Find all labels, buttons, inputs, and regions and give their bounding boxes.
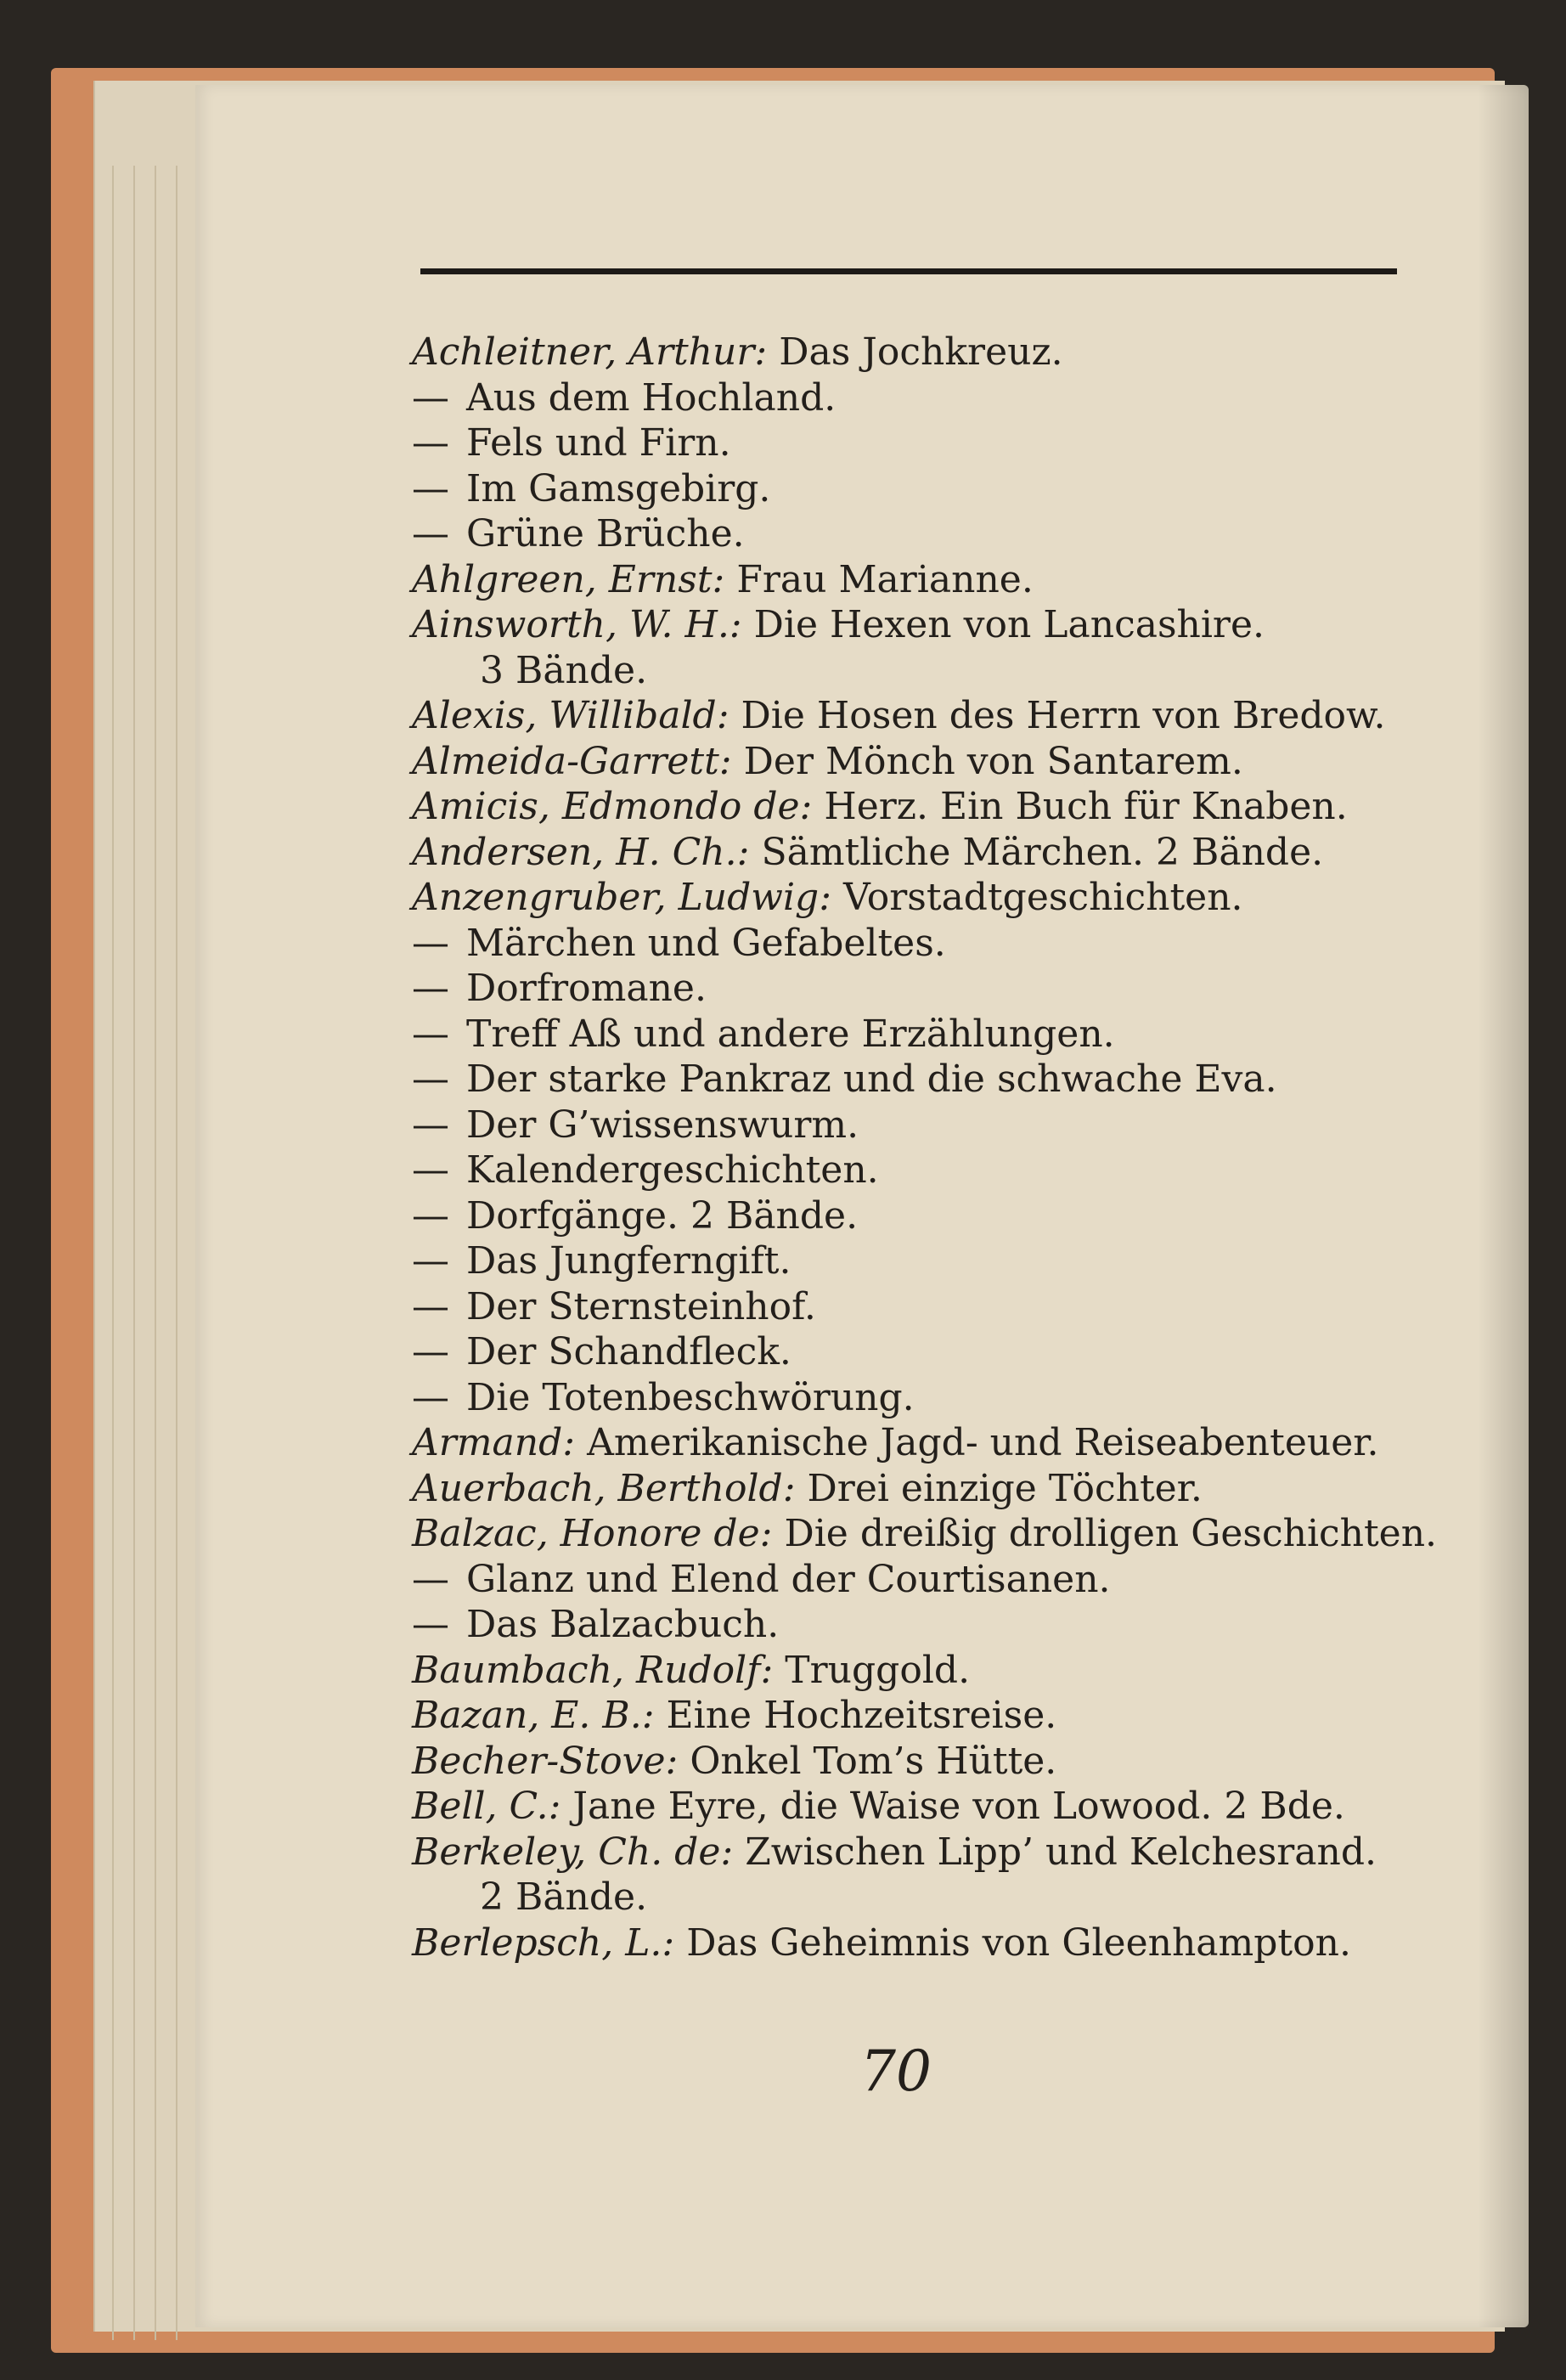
catalog-subentry [412, 1238, 1414, 1284]
catalog-entry [412, 739, 1414, 785]
entry-title: Frau Marianne. [736, 557, 1034, 601]
ditto-dash: — [412, 1557, 449, 1601]
ditto-dash: — [412, 1284, 449, 1328]
catalog-subentry [412, 1329, 1414, 1375]
catalog-subentry [412, 1103, 1414, 1148]
entry-title: Das Balzacbuch. [466, 1603, 780, 1646]
catalog-subentry [412, 420, 1414, 466]
entry-author: Baumbach, Rudolf: [412, 1648, 774, 1692]
entry-author: Bell, C.: [412, 1785, 561, 1828]
entry-author: Achleitner, Arthur: [412, 330, 768, 374]
entry-title: Der Mönch von Santarem. [743, 739, 1243, 783]
entry-title: Das Jochkreuz. [779, 330, 1063, 374]
ditto-dash: — [412, 1103, 449, 1147]
entry-title: Die dreißig drolligen Geschichten. [784, 1512, 1438, 1555]
catalog-subentry [412, 466, 1414, 512]
catalog-subentry [412, 1602, 1414, 1648]
catalog-subentry [412, 1148, 1414, 1193]
catalog-entry [412, 1648, 1414, 1694]
entry-title: Truggold. [785, 1648, 971, 1692]
entry-author: Auerbach, Berthold: [412, 1466, 796, 1510]
catalog-entry [412, 1784, 1414, 1830]
catalog-entry-list [412, 330, 1438, 1965]
entry-author: Balzac, Honore de: [412, 1512, 773, 1555]
catalog-entry [412, 1693, 1414, 1739]
catalog-subentry [412, 1284, 1414, 1330]
ditto-dash: — [412, 375, 449, 420]
page-number: 70 [860, 2039, 932, 2104]
ditto-dash: — [412, 1375, 449, 1419]
ditto-dash: — [412, 512, 449, 556]
entry-title: Die Totenbeschwörung. [466, 1375, 915, 1419]
catalog-entry [412, 1739, 1414, 1785]
entry-title: Der Schandfleck. [466, 1330, 791, 1373]
catalog-subentry [412, 375, 1414, 421]
catalog-entry-continuation [412, 648, 1414, 694]
entry-title: Vorstadtgeschichten. [843, 876, 1243, 919]
entry-title: Amerikanische Jagd- und Reiseabenteuer. [587, 1421, 1379, 1464]
spine-shadow [1478, 85, 1529, 2327]
entry-title: Zwischen Lipp’ und Kelchesrand. [745, 1830, 1377, 1874]
catalog-subentry [412, 511, 1414, 557]
entry-title: Eine Hochzeitsreise. [666, 1694, 1057, 1737]
ditto-dash: — [412, 1239, 449, 1283]
ditto-dash: — [412, 921, 449, 965]
entry-title: Dorfgänge. 2 Bände. [466, 1193, 859, 1238]
entry-title: Fels und Firn. [466, 421, 731, 465]
ditto-dash: — [412, 1148, 449, 1192]
entry-title: Onkel Tom’s Hütte. [690, 1739, 1057, 1783]
entry-title: Der Sternsteinhof. [466, 1284, 816, 1328]
entry-author: Anzengruber, Ludwig: [412, 876, 832, 919]
catalog-subentry [412, 1375, 1414, 1421]
entry-title: Die Hosen des Herrn von Bredow. [741, 694, 1386, 737]
entry-author: Bazan, E. B.: [412, 1694, 655, 1737]
entry-title: Treff Aß und andere Erzählungen. [466, 1012, 1115, 1056]
entry-author: Andersen, H. Ch.: [412, 830, 750, 874]
header-rule [420, 268, 1397, 274]
entry-author: Armand: [412, 1421, 576, 1464]
page-edge-line [176, 166, 177, 2340]
entry-title: Dorfromane. [466, 967, 707, 1010]
entry-author: Berkeley, Ch. de: [412, 1830, 734, 1874]
catalog-subentry [412, 921, 1414, 967]
entry-author: Alexis, Willibald: [412, 694, 729, 737]
ditto-dash: — [412, 1057, 449, 1101]
catalog-subentry [412, 966, 1414, 1012]
ditto-dash: — [412, 1603, 449, 1646]
entry-title: 2 Bände. [480, 1875, 648, 1919]
entry-title: Herz. Ein Buch für Knaben. [824, 785, 1348, 828]
entry-title: Glanz und Elend der Courtisanen. [466, 1557, 1111, 1601]
ditto-dash: — [412, 466, 449, 510]
entry-title: Das Jungferngift. [466, 1239, 791, 1283]
entry-title: Das Geheimnis von Gleenhampton. [686, 1920, 1351, 1965]
catalog-entry [412, 784, 1414, 830]
ditto-dash: — [412, 1193, 449, 1238]
catalog-subentry [412, 1012, 1414, 1057]
entry-title: Grüne Brüche. [466, 512, 745, 556]
entry-author: Almeida-Garrett: [412, 739, 732, 783]
entry-title: Sämtliche Märchen. 2 Bände. [761, 830, 1324, 874]
page-edge-line [133, 166, 135, 2340]
catalog-entry [412, 1420, 1414, 1466]
entry-author: Berlepsch, L.: [412, 1920, 675, 1965]
catalog-entry [412, 1511, 1438, 1557]
entry-title: Jane Eyre, die Waise von Lowood. 2 Bde. [572, 1785, 1345, 1828]
entry-title: Der starke Pankraz und die schwache Eva. [466, 1057, 1277, 1101]
entry-title: Aus dem Hochland. [466, 375, 837, 420]
entry-title: Kalendergeschichten. [466, 1148, 879, 1192]
catalog-subentry [412, 1193, 1414, 1239]
ditto-dash: — [412, 1012, 449, 1056]
catalog-entry [412, 1466, 1414, 1512]
catalog-subentry [412, 1057, 1414, 1103]
ditto-dash: — [412, 1330, 449, 1373]
page-edge-line [155, 166, 156, 2340]
catalog-subentry [412, 1557, 1414, 1603]
catalog-entry [412, 330, 1414, 375]
ditto-dash: — [412, 421, 449, 465]
entry-author: Ahlgreen, Ernst: [412, 557, 725, 601]
catalog-entry [412, 1830, 1414, 1875]
entry-author: Ainsworth, W. H.: [412, 603, 742, 646]
entry-author: Amicis, Edmondo de: [412, 785, 813, 828]
catalog-entry [412, 1920, 1414, 1966]
entry-title: Drei einzige Töchter. [807, 1466, 1203, 1510]
catalog-entry [412, 875, 1414, 921]
entry-title: 3 Bände. [480, 648, 648, 692]
entry-title: Der G’wissenswurm. [466, 1103, 859, 1147]
entry-title: Im Gamsgebirg. [466, 466, 771, 510]
catalog-entry-continuation [412, 1875, 1414, 1920]
ditto-dash: — [412, 967, 449, 1010]
page-edge-line [112, 166, 114, 2340]
catalog-entry [412, 830, 1414, 876]
entry-title: Märchen und Gefabeltes. [466, 921, 946, 965]
entry-title: Die Hexen von Lancashire. [753, 603, 1265, 646]
entry-author: Becher-Stove: [412, 1739, 679, 1783]
catalog-entry [412, 557, 1414, 603]
catalog-entry [412, 693, 1414, 739]
catalog-entry [412, 602, 1414, 648]
